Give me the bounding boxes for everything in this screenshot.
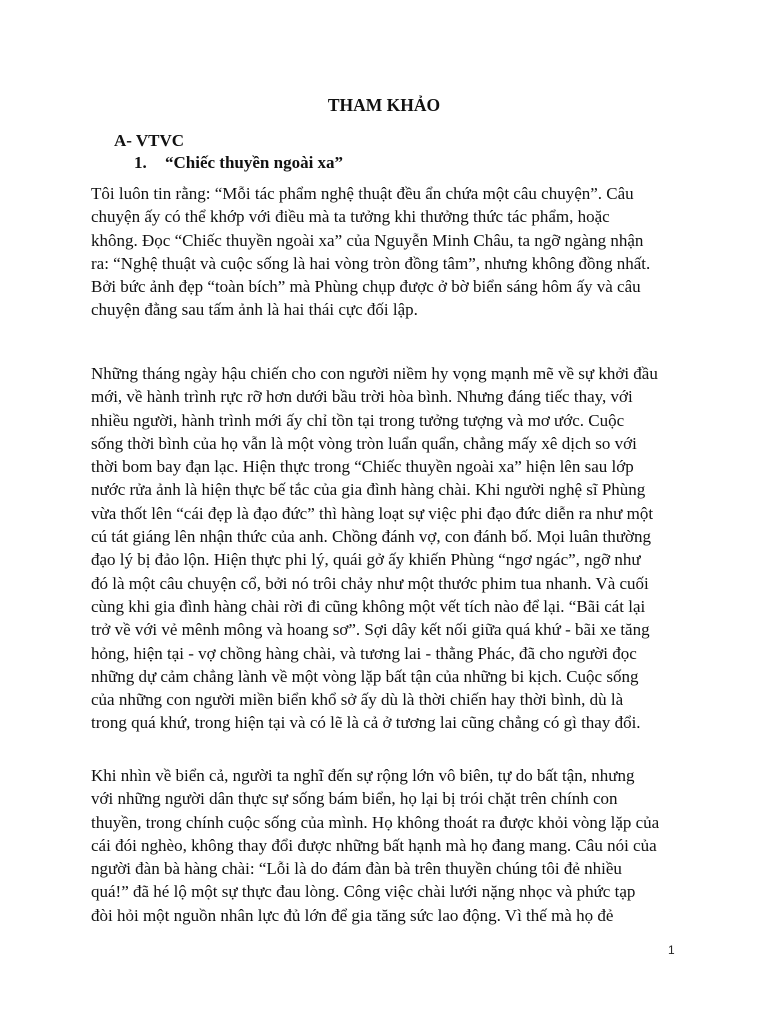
paragraph-line: nước rửa ảnh là hiện thực bế tắc của gia đình hàng chài. Khi người nghệ sĩ Phùng xyxy=(91,480,646,500)
paragraph-line: không. Đọc “Chiếc thuyền ngoài xa” của Nguyễn Minh Châu, ta ngỡ ngàng nhận xyxy=(91,230,644,250)
subsection-heading xyxy=(134,152,343,174)
paragraph-line: thời bom bay đạn lạc. Hiện thực trong “Chiếc thuyền ngoài xa” hiện lên sau lớp xyxy=(91,457,634,477)
subsection-title: “Chiếc thuyền ngoài xa” xyxy=(165,153,344,172)
paragraph-1 xyxy=(91,182,681,322)
paragraph-line: hỏng, hiện tại - vợ chồng hàng chài, và tương lai - thằng Phác, đã cho người đọc xyxy=(91,643,637,663)
paragraph-line: cùng khi gia đình hàng chài rời đi cũng không một vết tích nào để lại. “Bãi cát lại xyxy=(91,596,646,616)
document-title: THAM KHẢO xyxy=(327,95,441,115)
paragraph-line: đạo lý bị đảo lộn. Hiện thực phi lý, quái gở ấy khiến Phùng “ngơ ngác”, ngỡ như xyxy=(91,550,641,570)
paragraph-2 xyxy=(91,362,681,735)
paragraph-line: Những tháng ngày hậu chiến cho con người niềm hy vọng mạnh mẽ về sự khởi đầu xyxy=(91,364,658,383)
paragraph-line: Tôi luôn tin rằng: “Mỗi tác phẩm nghệ thuật đều ẩn chứa một câu chuyện”. Câu xyxy=(91,184,634,203)
paragraph-line: cú tát giáng lên nhận thức của anh. Chồng đánh vợ, con đánh bố. Mọi luân thường xyxy=(91,527,651,547)
paragraph-line: chuyện đằng sau tấm ảnh là hai thái cực đối lập. xyxy=(91,300,418,320)
paragraph-line: nhiều người, hành trình mới ấy chỉ tồn tại trong tưởng tượng và mơ ước. Cuộc xyxy=(91,410,625,430)
paragraph-line: những dự cảm chẳng lành về một vòng lặp bất tận của những bi kịch. Cuộc sống xyxy=(91,666,639,686)
section-heading: A- VTVC xyxy=(114,131,185,150)
paragraph-line: của những con người miền biển khổ sở ấy dù là thời chiến hay thời bình, dù là xyxy=(91,690,624,710)
subsection-number: 1. xyxy=(134,153,147,172)
paragraph-line: đòi hỏi một nguồn nhân lực đủ lớn để gia tăng sức lao động. Vì thế mà họ đẻ xyxy=(91,905,614,925)
paragraph-line: với những người dân thực sự sống bám biển, họ lại bị trói chặt trên chính con xyxy=(91,789,618,809)
paragraph-line: trở về với vẻ mênh mông và hoang sơ”. Sợi dây kết nối giữa quá khứ - bãi xe tăng xyxy=(91,620,650,640)
paragraph-line: người đàn bà hàng chài: “Lỗi là do đám đàn bà trên thuyền chúng tôi đẻ nhiều xyxy=(91,859,622,879)
page-number: 1 xyxy=(668,943,675,957)
paragraph-line: Bởi bức ảnh đẹp “toàn bích” mà Phùng chụp được ở bờ biển sáng hôm ấy và câu xyxy=(91,277,641,297)
paragraph-3 xyxy=(91,764,681,927)
paragraph-line: mới, về hành trình rực rỡ hơn dưới bầu trời hòa bình. Nhưng đáng tiếc thay, với xyxy=(91,387,633,407)
paragraph-line: cái đói nghèo, không thay đổi được những bất hạnh mà họ đang mang. Câu nói của xyxy=(91,835,657,855)
paragraph-line: vừa thốt lên “cái đẹp là đạo đức” thì hàng loạt sự việc phi đạo đức diễn ra như một xyxy=(91,503,654,523)
paragraph-line: thuyền, trong chính cuộc sống của mình. Họ không thoát ra được khỏi vòng lặp của xyxy=(91,812,660,832)
paragraph-line: ra: “Nghệ thuật và cuộc sống là hai vòng tròn đồng tâm”, nhưng không đồng nhất. xyxy=(91,253,651,273)
paragraph-line: chuyện ấy có thể khớp với điều mà ta tưởng khi thưởng thức tác phẩm, hoặc xyxy=(91,207,610,227)
paragraph-line: sống thời bình của họ vẫn là một vòng tròn luẩn quẩn, chẳng mấy xê dịch so với xyxy=(91,433,637,453)
paragraph-line: trong quá khứ, trong hiện tại và có lẽ là cả ở tương lai cũng chẳng có gì thay đổi. xyxy=(91,713,641,733)
paragraph-line: Khi nhìn về biển cả, người ta nghĩ đến sự rộng lớn vô biên, tự do bất tận, nhưng xyxy=(91,766,635,785)
paragraph-line: đó là một câu chuyện cổ, bởi nó trôi chảy như một thước phim tua nhanh. Và cuối xyxy=(91,573,649,593)
paragraph-line: quá!” đã hé lộ một sự thực đau lòng. Công việc chài lưới nặng nhọc và phức tạp xyxy=(91,882,636,902)
